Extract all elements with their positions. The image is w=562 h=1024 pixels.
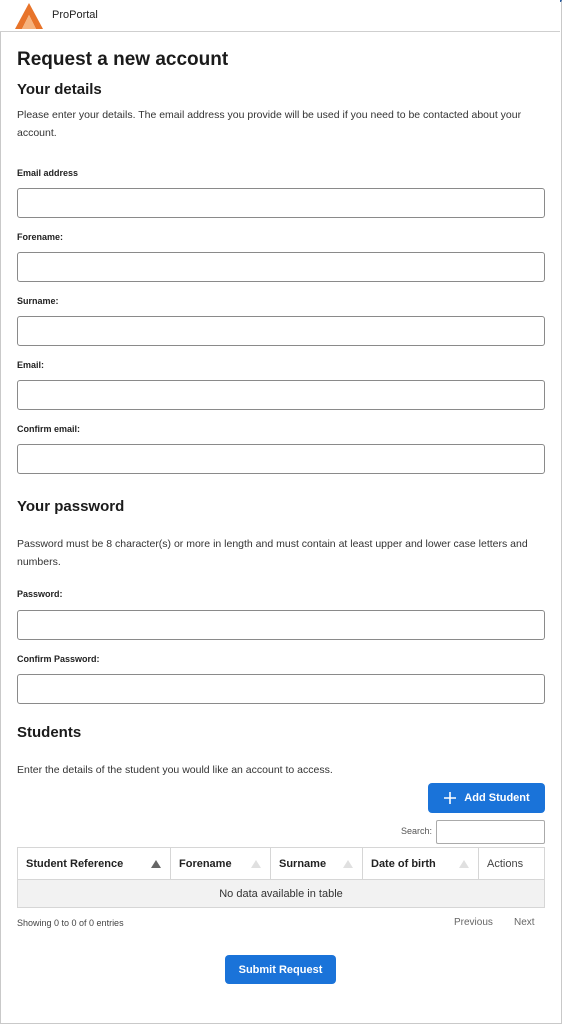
sort-icon	[459, 859, 469, 869]
column-header-surname[interactable]: Surname	[271, 848, 363, 880]
surname-field[interactable]	[17, 316, 545, 346]
forename-field[interactable]	[17, 252, 545, 282]
confirm-password-field[interactable]	[17, 674, 545, 704]
email-field[interactable]	[17, 380, 545, 410]
proportal-logo-icon[interactable]	[14, 2, 44, 30]
add-student-label: Add Student	[464, 792, 530, 804]
app-name: ProPortal	[52, 9, 98, 21]
password-label: Password:	[17, 589, 63, 599]
column-header-actions: Actions	[479, 848, 545, 880]
add-student-button[interactable]	[428, 783, 545, 813]
submit-request-label: Submit Request	[238, 963, 323, 976]
confirm-email-field[interactable]	[17, 444, 545, 474]
next-page-button[interactable]: Next	[514, 917, 535, 928]
email-label: Email:	[17, 360, 45, 370]
forename-label: Forename:	[17, 232, 64, 242]
sort-icon	[343, 859, 353, 869]
surname-label: Surname:	[17, 296, 59, 306]
plus-icon	[443, 791, 457, 805]
previous-page-button[interactable]: Previous	[454, 917, 493, 928]
column-header-forename[interactable]: Forename	[171, 848, 271, 880]
table-row	[18, 880, 545, 908]
email-address-field[interactable]	[17, 188, 545, 218]
page-title: Request a new account	[17, 49, 229, 70]
password-intro: Password must be 8 character(s) or more in length and must contain at least upper and lower case letters and numbers.	[17, 538, 528, 568]
students-table	[17, 847, 545, 908]
search-label: Search:	[401, 826, 433, 836]
confirm-email-label: Confirm email:	[17, 424, 81, 434]
column-header-date-of-birth[interactable]: Date of birth	[363, 848, 479, 880]
empty-table-message: No data available in table	[18, 880, 545, 908]
details-heading: Your details	[17, 81, 102, 98]
app-header	[0, 0, 560, 32]
search-input[interactable]	[436, 820, 545, 844]
table-info: Showing 0 to 0 of 0 entries	[17, 918, 124, 928]
details-intro: Please enter your details. The email address you provide will be used if you need to be contacted about your account.	[17, 109, 522, 139]
students-heading: Students	[17, 724, 82, 741]
confirm-password-label: Confirm Password:	[17, 654, 100, 664]
column-header-student-reference[interactable]: Student Reference	[18, 848, 171, 880]
sort-ascending-icon	[151, 859, 161, 869]
submit-request-button[interactable]	[225, 955, 336, 984]
sort-icon	[251, 859, 261, 869]
password-field[interactable]	[17, 610, 545, 640]
students-intro: Enter the details of the student you would like an account to access.	[17, 764, 333, 776]
email-address-label: Email address	[17, 168, 79, 178]
password-heading: Your password	[17, 498, 125, 515]
